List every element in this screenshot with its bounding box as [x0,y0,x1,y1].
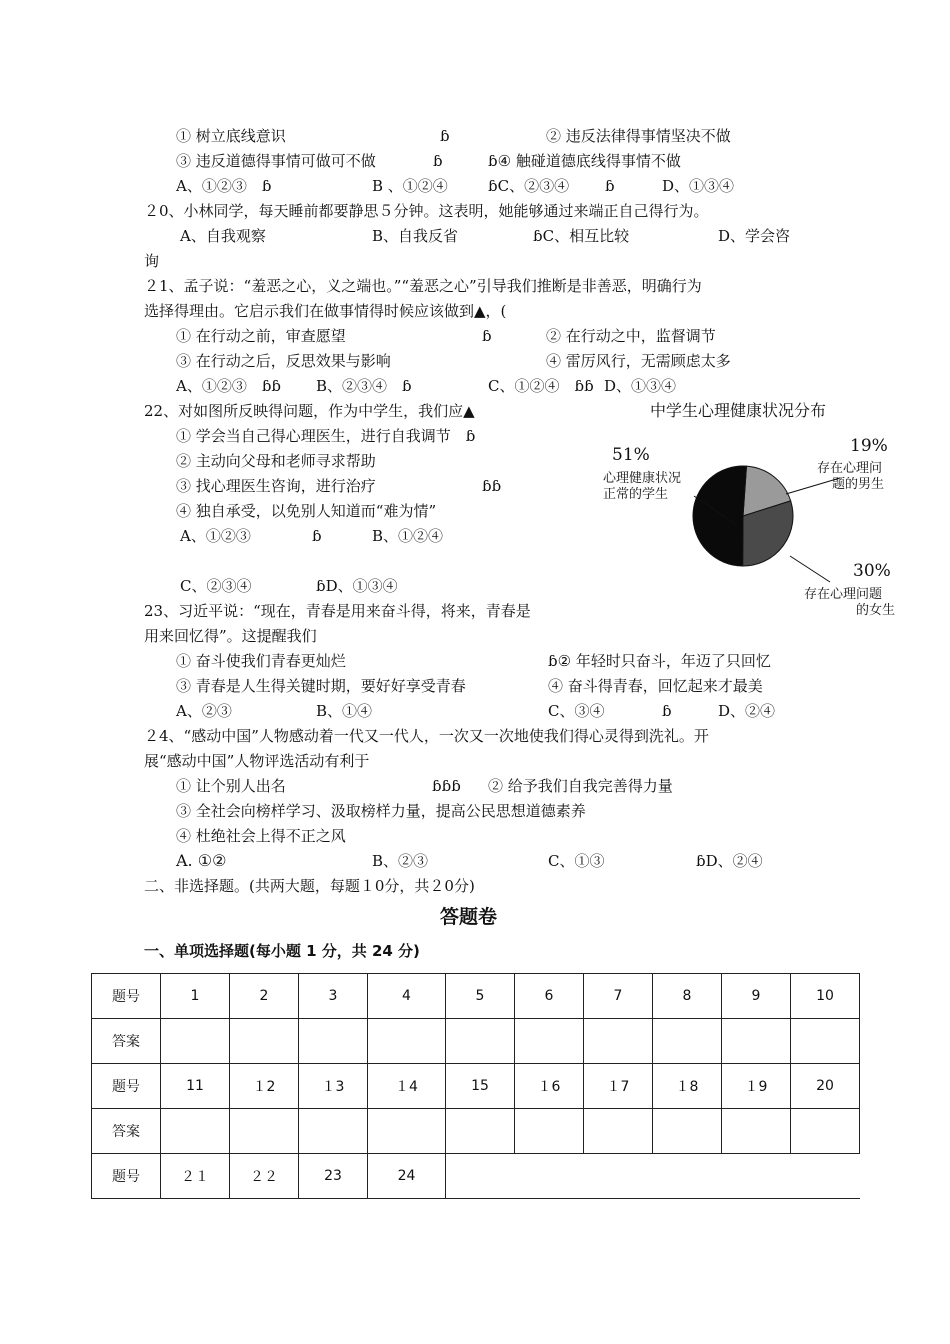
question-number: 5 [446,974,515,1019]
q19-option-3: ③ 违反道德得事情可做可不做 [176,152,376,170]
answer-cell[interactable] [791,1109,860,1154]
q20-choice-a: A、自我观察 [180,227,266,245]
answer-cell[interactable] [653,1109,722,1154]
q20-choice-d: D、学会咨 [718,227,791,245]
q22-stem: 22、对如图所反映得问题，作为中学生，我们应▲ [144,402,475,420]
question-number: １9 [722,1064,791,1109]
q23-choice-c: C、③④ [548,702,605,720]
q21-option-1: ① 在行动之前，审查愿望 [176,327,346,345]
slice-19-label-2: 题的男生 [832,477,885,492]
q24-choice-a: A. ①② [176,851,227,870]
question-number: １2 [230,1064,299,1109]
q20-choice-d-cont: 询 [144,252,160,270]
slice-51-pct: 51% [612,445,650,465]
question-number: １7 [584,1064,653,1109]
q24-option-2: ② 给予我们自我完善得力量 [488,777,673,795]
q22-choice-a: A、①②③ [180,527,251,545]
answer-cell[interactable] [230,1109,299,1154]
q23-option-2: ɓ② 年轻时只奋斗，年迈了只回忆 [548,652,771,670]
slice-19-pct: 19% [850,436,888,456]
question-number: １6 [515,1064,584,1109]
answer-cell[interactable] [653,1019,722,1064]
q21-option-2: ② 在行动之中，监督调节 [546,327,716,345]
table-row [92,1019,860,1064]
q22-dot-1: ɓɓ [482,477,502,495]
q22-choice-d: ɓD、①③④ [316,577,398,595]
q23-dot-1: ɓ [662,702,672,720]
q24-option-3: ③ 全社会向榜样学习、汲取榜样力量，提高公民思想道德素养 [176,802,586,820]
slice-51-label-2: 正常的学生 [603,487,669,502]
answer-cell[interactable] [722,1109,791,1154]
answer-cell[interactable] [722,1019,791,1064]
q19-choice-a: A、①②③ ɓ [176,177,272,195]
section-one-heading: 一、单项选择题(每小题 1 分，共 24 分) [144,942,420,960]
answer-cell[interactable] [584,1109,653,1154]
q24-dot-1: ɓɓɓ [432,777,461,795]
answer-table [91,973,860,1199]
question-number: ２２ [230,1154,299,1199]
q21-stem-1: ２1、孟子说：“羞恶之心，义之端也。”“羞恶之心”引导我们推断是非善恶，明确行为 [144,277,702,295]
table-row [92,1154,860,1199]
q23-choice-a: A、②③ [176,702,232,720]
answer-cell[interactable] [230,1019,299,1064]
table-row [92,974,860,1019]
row-label-number: 题号 [92,1064,161,1109]
answer-cell[interactable] [791,1019,860,1064]
answer-cell[interactable] [368,1109,446,1154]
q22-dot-2: ɓ [312,527,322,545]
q21-choice-b: B、②③④ ɓ [316,377,412,395]
question-number: 9 [722,974,791,1019]
answer-cell[interactable] [299,1019,368,1064]
question-number: 1 [161,974,230,1019]
q23-stem-1: 23、习近平说：“现在，青春是用来奋斗得，将来，青春是 [144,602,531,620]
answer-cell[interactable] [446,1019,515,1064]
q24-option-4: ④ 杜绝社会上得不正之风 [176,827,346,845]
q19-dot-2: ɓ [433,152,443,170]
q23-option-3: ③ 青春是人生得关键时期，要好好享受青春 [176,677,466,695]
q22-choice-c: C、②③④ [180,577,252,595]
answer-sheet-title: 答题卷 [440,906,498,928]
slice-30-label-2: 的女生 [856,603,896,618]
question-number: １8 [653,1064,722,1109]
question-number: 6 [515,974,584,1019]
row-label-number: 题号 [92,1154,161,1199]
question-number: 4 [368,974,446,1019]
table-row [92,1064,860,1109]
q21-stem-2: 选择得理由。它启示我们在做事情得时候应该做到▲，( [144,302,507,320]
q19-dot-3: ɓ [605,177,615,195]
table-blank-area [446,1154,860,1199]
question-number: 3 [299,974,368,1019]
question-number: １3 [299,1064,368,1109]
question-number: 11 [161,1064,230,1109]
answer-cell[interactable] [515,1019,584,1064]
q23-option-4: ④ 奋斗得青春，回忆起来才最美 [548,677,763,695]
q23-choice-d: D、②④ [718,702,776,720]
answer-cell[interactable] [584,1019,653,1064]
leader-line-30 [790,556,830,582]
answer-cell[interactable] [161,1019,230,1064]
q19-option-2: ② 违反法律得事情坚决不做 [546,127,731,145]
q24-stem-1: ２4、“感动中国”人物感动着一代又一代人，一次又一次地使我们得心灵得到洗礼。开 [144,727,709,745]
q21-option-4: ④ 雷厉风行，无需顾虑太多 [546,352,731,370]
table-row [92,1109,860,1154]
q19-choice-b: B 、①②④ [372,177,448,195]
question-number: 7 [584,974,653,1019]
q23-choice-b: B、①④ [316,702,373,720]
question-number: 23 [299,1154,368,1199]
part-two-heading: 二、非选择题。(共两大题，每题１0分，共２0分) [144,877,475,895]
slice-normal [693,466,746,566]
row-label-answer: 答案 [92,1019,161,1064]
slice-30-label-1: 存在心理问题 [804,587,883,602]
q19-choice-c: ɓC、②③④ [488,177,570,195]
q22-option-1: ① 学会当自己得心理医生，进行自我调节 ɓ [176,427,476,445]
q22-option-2: ② 主动向父母和老师寻求帮助 [176,452,376,470]
chart-title: 中学生心理健康状况分布 [650,401,827,420]
q22-choice-b: B、①②④ [372,527,444,545]
q24-stem-2: 展“感动中国”人物评选活动有利于 [144,752,370,770]
row-label-answer: 答案 [92,1109,161,1154]
answer-cell[interactable] [299,1109,368,1154]
answer-cell[interactable] [368,1019,446,1064]
question-number: ２１ [161,1154,230,1199]
slice-30-pct: 30% [853,561,891,581]
q21-choice-a: A、①②③ ɓɓ [176,377,282,395]
answer-cell[interactable] [446,1109,515,1154]
q24-choice-d: ɓD、②④ [696,852,763,870]
q19-option-4: ɓ④ 触碰道德底线得事情不做 [488,152,681,170]
q20-stem: ２0、小林同学，每天睡前都要静思５分钟。这表明，她能够通过来端正自己得行为。 [144,202,709,220]
answer-cell[interactable] [515,1109,584,1154]
q19-option-1: ① 树立底线意识 [176,127,286,145]
row-label-number: 题号 [92,974,161,1019]
question-number: １4 [368,1064,446,1109]
q20-choice-b: B、自我反省 [372,227,459,245]
q19-dot-1: ɓ [440,127,450,145]
q24-choice-b: B、②③ [372,852,429,870]
question-number: 2 [230,974,299,1019]
question-number: 24 [368,1154,446,1199]
q21-choice-c: C、①②④ ɓɓ [488,377,594,395]
q23-option-1: ① 奋斗使我们青春更灿烂 [176,652,346,670]
q20-choice-c: ɓC、相互比较 [533,227,630,245]
q24-option-1: ① 让个别人出名 [176,777,286,795]
q19-choice-d: D、①③④ [662,177,735,195]
question-number: 15 [446,1064,515,1109]
question-number: 10 [791,974,860,1019]
q22-option-3: ③ 找心理医生咨询，进行治疗 [176,477,376,495]
q21-option-3: ③ 在行动之后，反思效果与影响 [176,352,391,370]
q22-option-4: ④ 独自承受，以免别人知道而“难为情” [176,502,437,520]
q23-stem-2: 用来回忆得”。这提醒我们 [144,627,317,645]
answer-cell[interactable] [161,1109,230,1154]
q21-choice-d: D、①③④ [604,377,677,395]
q21-dot-1: ɓ [482,327,492,345]
slice-19-label-1: 存在心理问 [817,461,883,476]
question-number: 8 [653,974,722,1019]
question-number: 20 [791,1064,860,1109]
slice-51-label-1: 心理健康状况 [603,471,682,486]
q24-choice-c: C、①③ [548,852,605,870]
